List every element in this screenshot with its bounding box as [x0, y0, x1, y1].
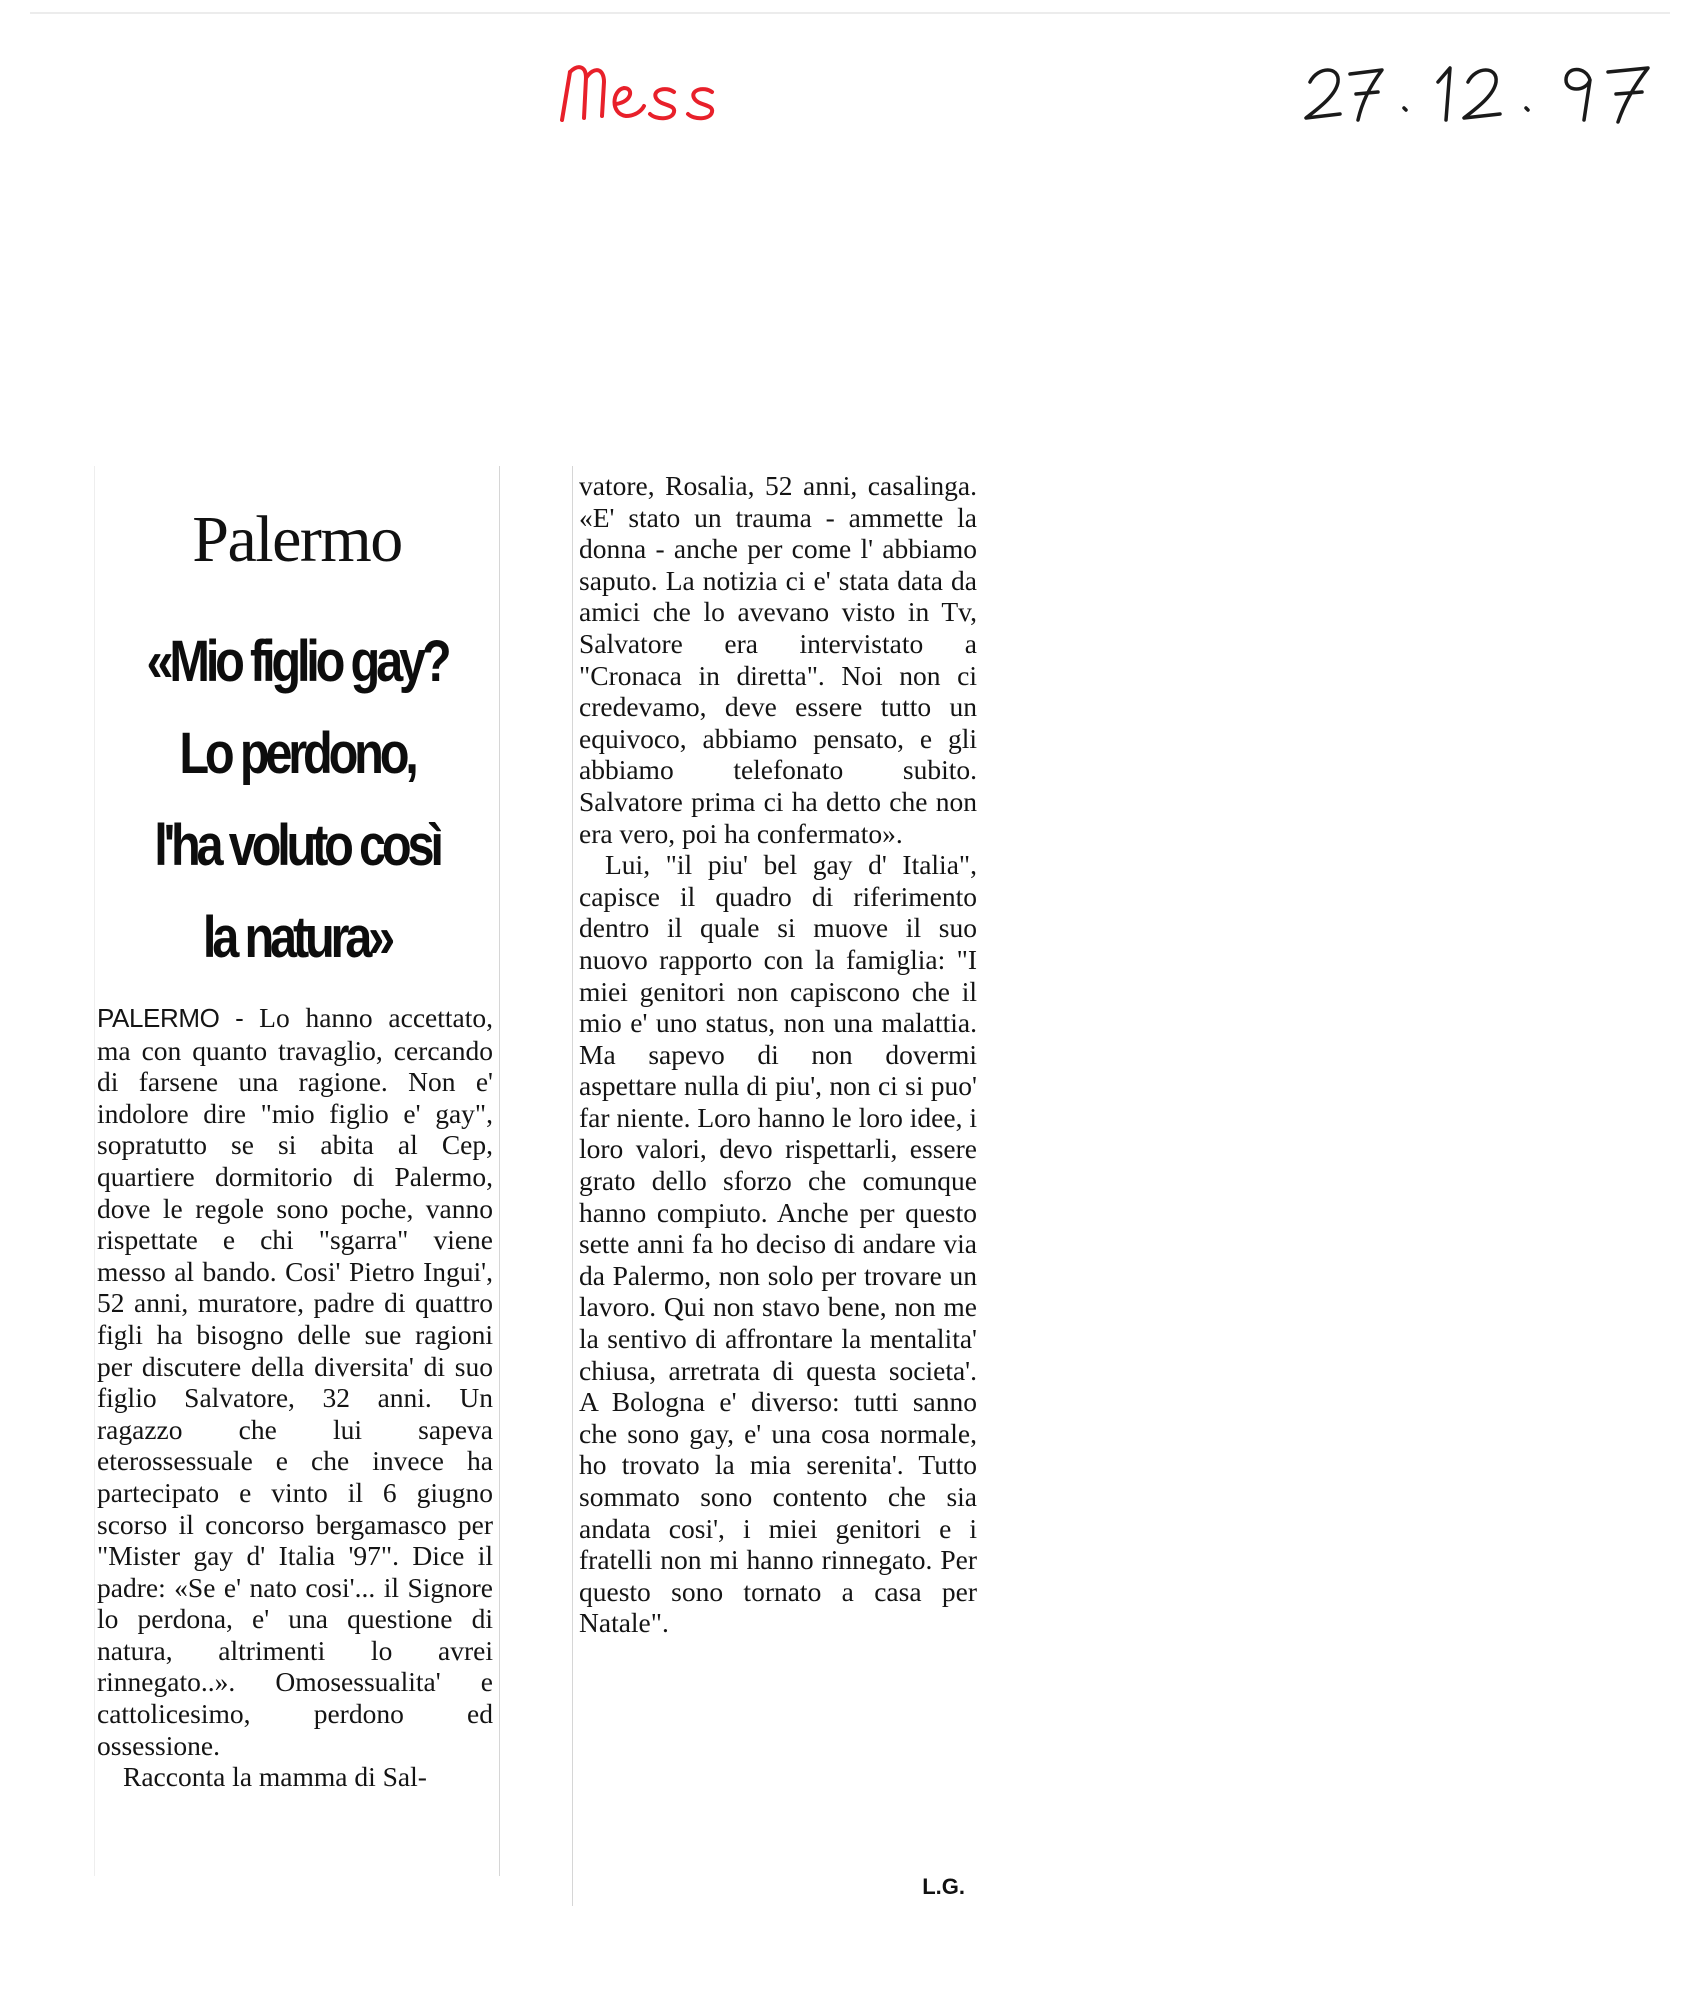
paragraph-text: vatore, Rosalia, 52 anni, casalinga. «E' stato un trauma - ammette la donna - anche per come l' abbiamo saputo. La notizia ci e' stata data da amici che lo avevano visto in Tv, Salvatore era intervistato a "Cronaca in diretta". Noi non ci credevamo, deve essere tutto un equivoco, abbiamo pensato, e gli abbiamo telefonato subito. Salvatore prima ci ha detto che non era vero, poi ha confermato». — [579, 470, 977, 849]
article-dateline: PALERMO - — [97, 1003, 244, 1033]
paragraph-text: Lo hanno accettato, ma con quanto travaglio, cercando di farsene una ragione. Non e' indolore dire "mio figlio e' gay", sopratutto se si abita al Cep, quartiere dormitorio di Palermo, dove le regole sono poche, vanno rispettate e chi "sgarra" viene messo al bando. Cosi' Pietro Ingui', 52 anni, muratore, padre di quattro figli ha bisogno delle sue ragioni per discutere della diversita' di suo figlio Salvatore, 32 anni. Un ragazzo che lui sapeva eterossessuale e che invece ha partecipato e vinto il 6 giugno scorso il concorso bergamasco per "Mister gay d' Italia '97". Dice il padre: «Se e' nato cosi'... il Signore lo perdona, e' una questione di natura, altrimenti lo avrei rinnegato..». Omosessualita' e cattolicesimo, perdono ed ossessione. — [97, 1002, 494, 1761]
handwritten-source-mess — [556, 58, 736, 128]
article-column-1 — [94, 466, 500, 1876]
body-paragraph — [97, 1761, 493, 1793]
article-column-2 — [572, 466, 985, 1906]
headline-line: l'ha voluto così — [154, 813, 440, 878]
body-paragraph — [97, 1002, 493, 1761]
body-paragraph — [579, 849, 977, 1639]
headline-line: «Mio figlio gay? — [146, 629, 448, 694]
paragraph-text: Lui, "il piu' bel gay d' Italia", capisce il quadro di riferimento dentro il quale si muove il suo nuovo rapporto con la famiglia: "I miei genitori non capiscono che il mio e' uno status, non una malattia. Ma sapevo di non dovermi aspettare nulla di piu', non ci si puo' far niente. Loro hanno le loro idee, i loro valori, devo rispettarli, essere grato dello sforzo che comunque hanno compiuto. Anche per questo sette anni fa ho deciso di andare via da Palermo, non solo per trovare un lavoro. Qui non stavo bene, non me la sentivo di affrontare la mentalita' chiusa, arretrata di questa societa'. A Bologna e' diverso: tutti sanno che sono gay, e' una cosa normale, ho trovato la mia serenita'. Tutto sommato sono contento che sia andata cosi', i miei genitori e i fratelli non mi hanno rinnegato. Per questo sono tornato a casa per Natale". — [579, 849, 977, 1639]
paragraph-text: Racconta la mamma di Sal- — [123, 1761, 427, 1793]
article-body-col2 — [579, 470, 977, 1639]
author-signature: L.G. — [922, 1874, 965, 1899]
article-body-col1 — [97, 1002, 493, 1793]
scan-edge — [30, 12, 1670, 14]
article-kicker: Palermo — [192, 503, 402, 576]
headline-line: Lo perdono, — [179, 721, 415, 786]
handwritten-date — [1300, 52, 1670, 128]
article-headline — [95, 616, 499, 984]
headline-line: la natura» — [202, 905, 392, 970]
body-paragraph — [579, 470, 977, 849]
